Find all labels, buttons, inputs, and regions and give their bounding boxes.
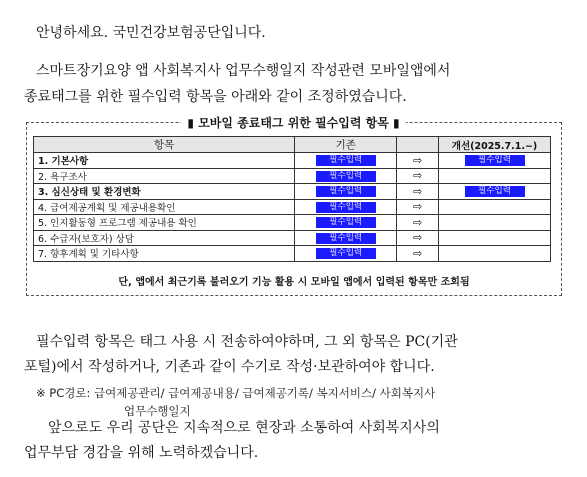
table-row xyxy=(34,199,551,215)
arrow-icon: ⇨ xyxy=(397,199,439,215)
required-badge: 필수입력 xyxy=(316,202,376,213)
row-improved xyxy=(439,184,551,200)
pc-path-note: ※ PC경로: 급여제공관리/ 급여제공내용/ 급여제공기록/ 복지서비스/ 사회복지사 xyxy=(36,386,436,400)
box-title: ▮ 모바일 종료태그 위한 필수입력 항목 ▮ xyxy=(0,116,587,130)
row-current xyxy=(295,215,397,231)
table-row xyxy=(34,168,551,184)
row-improved xyxy=(439,199,551,215)
arrow-icon: ⇨ xyxy=(397,184,439,200)
header-improved: 개선(2025.7.1.~) xyxy=(439,137,551,153)
header-current: 기존 xyxy=(295,137,397,153)
notice-line-2: 종료태그를 위한 필수입력 항목을 아래와 같이 조정하였습니다. xyxy=(24,89,407,105)
table-row xyxy=(34,246,551,262)
row-item-label: 1. 기본사항 xyxy=(34,153,295,169)
row-item-label: 2. 욕구조사 xyxy=(34,168,295,184)
required-fields-table xyxy=(33,136,551,262)
arrow-icon: ⇨ xyxy=(397,246,439,262)
row-current xyxy=(295,230,397,246)
row-current xyxy=(295,184,397,200)
table-row xyxy=(34,215,551,231)
closing-line-1: 앞으로도 우리 공단은 지속적으로 현장과 소통하여 사회복지사의 xyxy=(48,420,440,436)
pc-path-note-cont: 업무수행일지 xyxy=(124,404,191,418)
header-arrow xyxy=(397,137,439,153)
row-current xyxy=(295,246,397,262)
arrow-icon: ⇨ xyxy=(397,168,439,184)
greeting: 안녕하세요. 국민건강보험공단입니다. xyxy=(36,25,266,41)
row-current xyxy=(295,199,397,215)
arrow-icon: ⇨ xyxy=(397,230,439,246)
header-item: 항목 xyxy=(34,137,295,153)
required-badge: 필수입력 xyxy=(316,186,376,197)
required-badge: 필수입력 xyxy=(316,171,376,182)
row-current xyxy=(295,153,397,169)
required-badge: 필수입력 xyxy=(465,186,525,197)
box-footer-note: 단, 앱에서 최근기록 불러오기 기능 활용 시 모바일 앱에서 입력된 항목만 조회됨 xyxy=(118,277,470,288)
row-improved xyxy=(439,230,551,246)
row-improved xyxy=(439,246,551,262)
row-item-label: 4. 급여제공계획 및 제공내용확인 xyxy=(34,199,295,215)
row-improved xyxy=(439,153,551,169)
instruction-line-2: 포털)에서 작성하거나, 기존과 같이 수기로 작성·보관하여야 합니다. xyxy=(24,359,435,375)
notice-line-1: 스마트장기요양 앱 사회복지사 업무수행일지 작성관련 모바일앱에서 xyxy=(36,63,451,79)
table-row xyxy=(34,230,551,246)
row-item-label: 3. 심신상태 및 환경변화 xyxy=(34,184,295,200)
required-badge: 필수입력 xyxy=(316,233,376,244)
table-row xyxy=(34,153,551,169)
row-item-label: 5. 인지활동형 프로그램 제공내용 확인 xyxy=(34,215,295,231)
closing-line-2: 업무부담 경감을 위해 노력하겠습니다. xyxy=(24,445,259,461)
row-item-label: 7. 향후계획 및 기타사항 xyxy=(34,246,295,262)
row-current xyxy=(295,168,397,184)
arrow-icon: ⇨ xyxy=(397,153,439,169)
required-badge: 필수입력 xyxy=(316,155,376,166)
instruction-line-1: 필수입력 항목은 태그 사용 시 전송하여야하며, 그 외 항목은 PC(기관 xyxy=(36,334,458,350)
arrow-icon: ⇨ xyxy=(397,215,439,231)
table-row xyxy=(34,184,551,200)
required-badge: 필수입력 xyxy=(316,248,376,259)
row-improved xyxy=(439,215,551,231)
row-improved xyxy=(439,168,551,184)
row-item-label: 6. 수급자(보호자) 상담 xyxy=(34,230,295,246)
required-badge: 필수입력 xyxy=(465,155,525,166)
required-badge: 필수입력 xyxy=(316,217,376,228)
